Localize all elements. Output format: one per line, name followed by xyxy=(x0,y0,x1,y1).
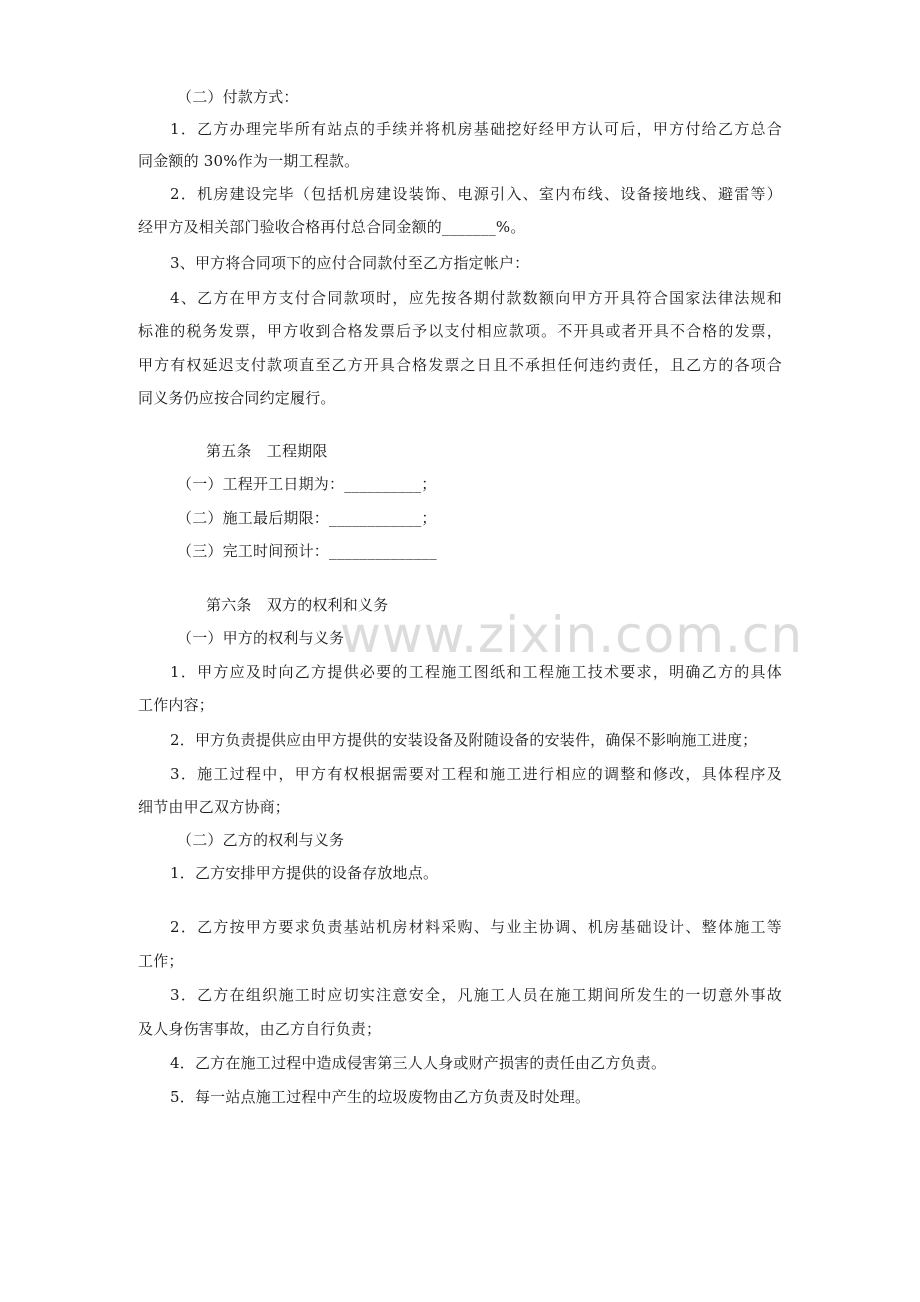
payment-clause-4-line-3: 甲方有权延迟支付款项直至乙方开具合格发票之日且不承担任何违约责任，且乙方的各项合 xyxy=(138,356,782,374)
payment-clause-4-line-1: 4、乙方在甲方支付合同款项时，应先按各期付款数额向甲方开具符合国家法律法规和 xyxy=(170,289,782,307)
party-b-clause-3-line-1: 3．乙方在组织施工时应切实注意安全，凡施工人员在施工期间所发生的一切意外事故 xyxy=(170,986,782,1004)
article-6-heading: 第六条 双方的权利和义务 xyxy=(206,596,389,614)
payment-clause-1-line-2: 同金额的 30%作为一期工程款。 xyxy=(138,152,360,170)
party-a-rights-heading: （一）甲方的权利与义务 xyxy=(177,629,345,647)
start-date-field: （一）工程开工日期为：__________； xyxy=(177,475,437,493)
party-a-clause-3-line-2: 细节由甲乙双方协商； xyxy=(138,798,291,816)
payment-clause-4-line-2: 标准的税务发票，甲方收到合格发票后予以支付相应款项。不开具或者开具不合格的发票， xyxy=(138,322,782,340)
party-b-clause-4: 4．乙方在施工过程中造成侵害第三人人身或财产损害的责任由乙方负责。 xyxy=(170,1054,667,1072)
payment-clause-4-line-4: 同义务仍应按合同约定履行。 xyxy=(138,389,336,407)
article-5-heading: 第五条 工程期限 xyxy=(206,442,328,460)
party-a-clause-1-line-2: 工作内容； xyxy=(138,696,215,714)
party-b-rights-heading: （二）乙方的权利与义务 xyxy=(177,831,345,849)
deadline-field: （二）施工最后期限：____________； xyxy=(177,509,437,527)
party-a-clause-1-line-1: 1．甲方应及时向乙方提供必要的工程施工图纸和工程施工技术要求，明确乙方的具体 xyxy=(170,663,782,681)
party-b-clause-2-line-1: 2．乙方按甲方要求负责基站机房材料采购、与业主协调、机房基础设计、整体施工等 xyxy=(170,918,782,936)
party-a-clause-2: 2．甲方负责提供应由甲方提供的安装设备及附随设备的安装件，确保不影响施工进度； xyxy=(170,731,758,749)
payment-method-heading: （二）付款方式： xyxy=(177,88,299,106)
party-b-clause-3-line-2: 及人身伤害事故，由乙方自行负责； xyxy=(138,1020,382,1038)
payment-clause-3: 3、甲方将合同项下的应付合同款付至乙方指定帐户： xyxy=(170,254,530,272)
payment-clause-2-line-1: 2．机房建设完毕（包括机房建设装饰、电源引入、室内布线、设备接地线、避雷等） xyxy=(170,185,782,203)
watermark: www.zixin.com.cn xyxy=(340,606,804,664)
party-b-clause-5: 5．每一站点施工过程中产生的垃圾废物由乙方负责及时处理。 xyxy=(170,1088,591,1106)
payment-clause-1-line-1: 1．乙方办理完毕所有站点的手续并将机房基础挖好经甲方认可后，甲方付给乙方总合 xyxy=(170,120,782,138)
party-b-clause-1: 1．乙方安排甲方提供的设备存放地点。 xyxy=(170,864,439,882)
party-b-clause-2-line-2: 工作； xyxy=(138,952,184,970)
completion-estimate-field: （三）完工时间预计：______________ xyxy=(177,542,437,560)
payment-clause-2-line-2: 经甲方及相关部门验收合格再付总合同金额的_______%。 xyxy=(138,218,526,236)
party-a-clause-3-line-1: 3．施工过程中，甲方有权根据需要对工程和施工进行相应的调整和修改，具体程序及 xyxy=(170,765,782,783)
